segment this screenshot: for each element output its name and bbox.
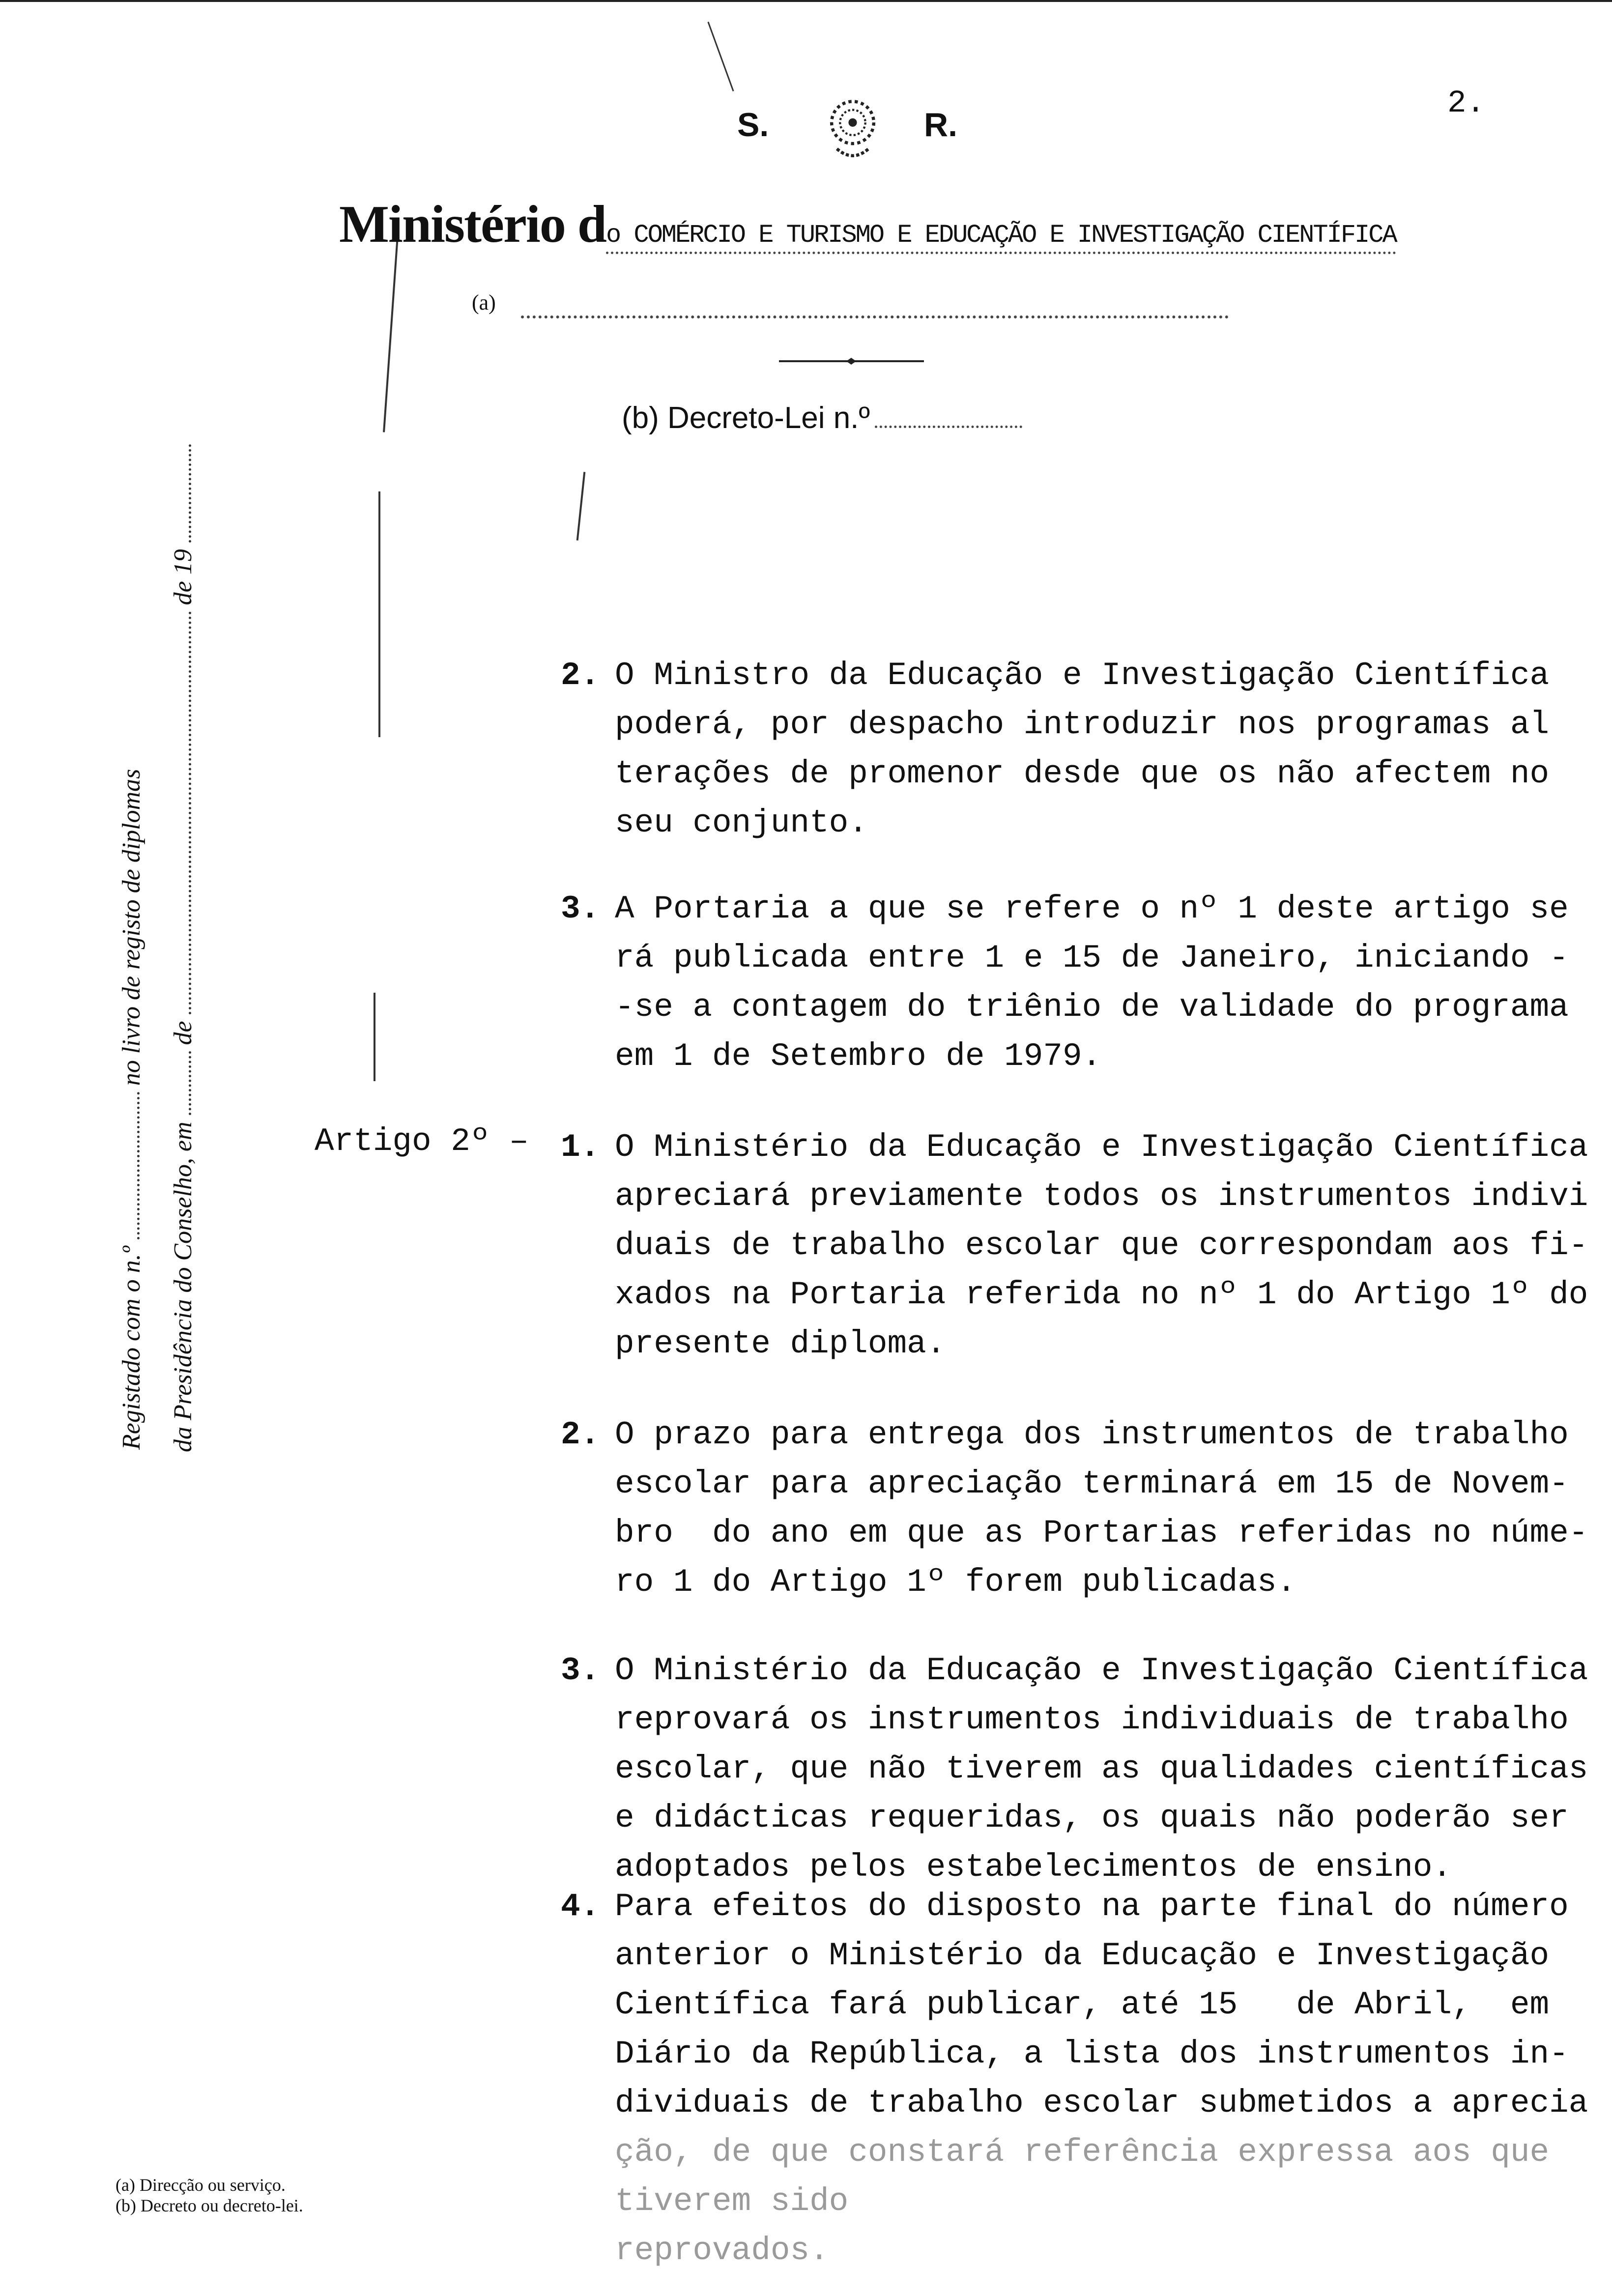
footnotes xyxy=(115,2175,303,2216)
paragraph-line: e didácticas requeridas, os quais não poderão ser xyxy=(615,1800,1569,1837)
emblem-letter-s: S. xyxy=(737,106,769,144)
divider-ornament xyxy=(779,358,924,365)
article-2-label: Artigo 2º – xyxy=(315,1123,529,1160)
paragraph-line: anterior o Ministério da Educação e Investigação xyxy=(615,1937,1550,1974)
registration-note-start: Registado com o n.º xyxy=(117,1246,145,1450)
scan-mark xyxy=(707,22,734,91)
council-note-start: da Presidência do Conselho, em xyxy=(169,1121,197,1452)
paragraph-line: adoptados pelos estabelecimentos de ensino. xyxy=(615,1849,1452,1886)
ministry-prefix: Ministério d xyxy=(339,195,606,254)
field-a-blank xyxy=(521,316,1229,318)
paragraph-line: O Ministério da Educação e Investigação Científica xyxy=(615,1652,1588,1689)
footnote-b: (b) Decreto ou decreto-lei. xyxy=(115,2196,303,2215)
paragraph-line: dividuais de trabalho escolar submetidos a aprecia xyxy=(615,2085,1588,2122)
paragraph-line: duais de trabalho escolar que correspondam aos fi- xyxy=(615,1227,1588,1264)
registration-note xyxy=(117,769,146,1450)
paragraph-line: terações de promenor desde que os não afectem no xyxy=(615,755,1550,792)
council-date-note xyxy=(169,444,198,1452)
paragraph-line: Científica fará publicar, até 15 de Abril, em xyxy=(615,1986,1550,2023)
paragraph-number: 4. xyxy=(561,1888,600,1925)
paragraph-number: 3. xyxy=(561,1652,600,1689)
paragraph-line: A Portaria a que se refere o nº 1 deste artigo se xyxy=(615,890,1569,927)
paragraph xyxy=(561,651,1603,848)
coat-of-arms-emblem xyxy=(796,91,909,165)
decree-label: (b) Decreto-Lei n.º xyxy=(622,401,870,435)
paragraph-number: 2. xyxy=(561,657,600,694)
paragraph-line: poderá, por despacho introduzir nos programas al xyxy=(615,706,1550,743)
paragraph xyxy=(561,1646,1603,1892)
paragraph-line: presente diploma. xyxy=(615,1325,946,1362)
scan-mark xyxy=(374,993,375,1081)
field-a-label: (a) xyxy=(472,290,496,315)
decree-number-blank xyxy=(875,426,1022,428)
paragraph-number: 1. xyxy=(561,1129,600,1166)
paragraph-line: O Ministério da Educação e Investigação Científica xyxy=(615,1129,1588,1166)
scan-mark xyxy=(576,472,586,541)
paragraph-line: ção, de que constará referência expressa aos que tiverem sido xyxy=(615,2134,1569,2220)
scan-mark xyxy=(383,236,399,432)
paragraph xyxy=(561,1123,1603,1369)
paragraph xyxy=(561,1882,1603,2275)
paragraph-line: O Ministro da Educação e Investigação Científica xyxy=(615,657,1550,694)
registration-note-end: no livro de registo de diplomas xyxy=(117,769,145,1086)
council-note-mid: de xyxy=(169,1021,197,1045)
page-number: 2. xyxy=(1447,86,1485,121)
emblem-letter-r: R. xyxy=(924,106,957,144)
scan-mark xyxy=(378,491,380,737)
council-year-blank xyxy=(189,444,191,543)
council-month-blank xyxy=(189,611,191,1014)
council-day-blank xyxy=(189,1051,191,1115)
decree-number-field xyxy=(622,401,1022,435)
paragraph-line: O prazo para entrega dos instrumentos de trabalho xyxy=(615,1416,1569,1453)
ministry-name: o COMÉRCIO E TURISMO E EDUCAÇÃO E INVESTIGAÇÃO CIENTÍFICA xyxy=(606,221,1396,254)
paragraph-line: xados na Portaria referida no nº 1 do Artigo 1º do xyxy=(615,1276,1588,1313)
paragraph-line: escolar, que não tiverem as qualidades científicas xyxy=(615,1751,1588,1787)
ministry-heading xyxy=(339,194,1396,255)
paragraph-line: Diário da República, a lista dos instrumentos in- xyxy=(615,2036,1569,2072)
paragraph-line: em 1 de Setembro de 1979. xyxy=(615,1038,1102,1075)
paragraph-line: reprovará os instrumentos individuais de trabalho xyxy=(615,1701,1569,1738)
council-note-end: de 19 xyxy=(169,549,197,605)
paragraph-line: bro do ano em que as Portarias referidas no núme- xyxy=(615,1515,1588,1551)
paragraph-line: apreciará previamente todos os instrumentos indivi xyxy=(615,1178,1588,1215)
paragraph-line: Para efeitos do disposto na parte final do número xyxy=(615,1888,1569,1925)
paragraph xyxy=(561,885,1603,1081)
paragraph-line: ro 1 do Artigo 1º forem publicadas. xyxy=(615,1564,1296,1601)
paragraph xyxy=(561,1410,1603,1607)
registration-number-blank xyxy=(137,1092,140,1239)
paragraph-line: escolar para apreciação terminará em 15 de Novem- xyxy=(615,1465,1569,1502)
top-border xyxy=(0,0,1612,2)
paragraph-line: seu conjunto. xyxy=(615,804,868,841)
paragraph-number: 2. xyxy=(561,1416,600,1453)
footnote-a: (a) Direcção ou serviço. xyxy=(115,2175,286,2195)
paragraph-line: -se a contagem do triênio de validade do programa xyxy=(615,989,1569,1026)
paragraph-number: 3. xyxy=(561,890,600,927)
paragraph-line: reprovados. xyxy=(615,2232,829,2269)
paragraph-line: rá publicada entre 1 e 15 de Janeiro, iniciando - xyxy=(615,940,1569,976)
